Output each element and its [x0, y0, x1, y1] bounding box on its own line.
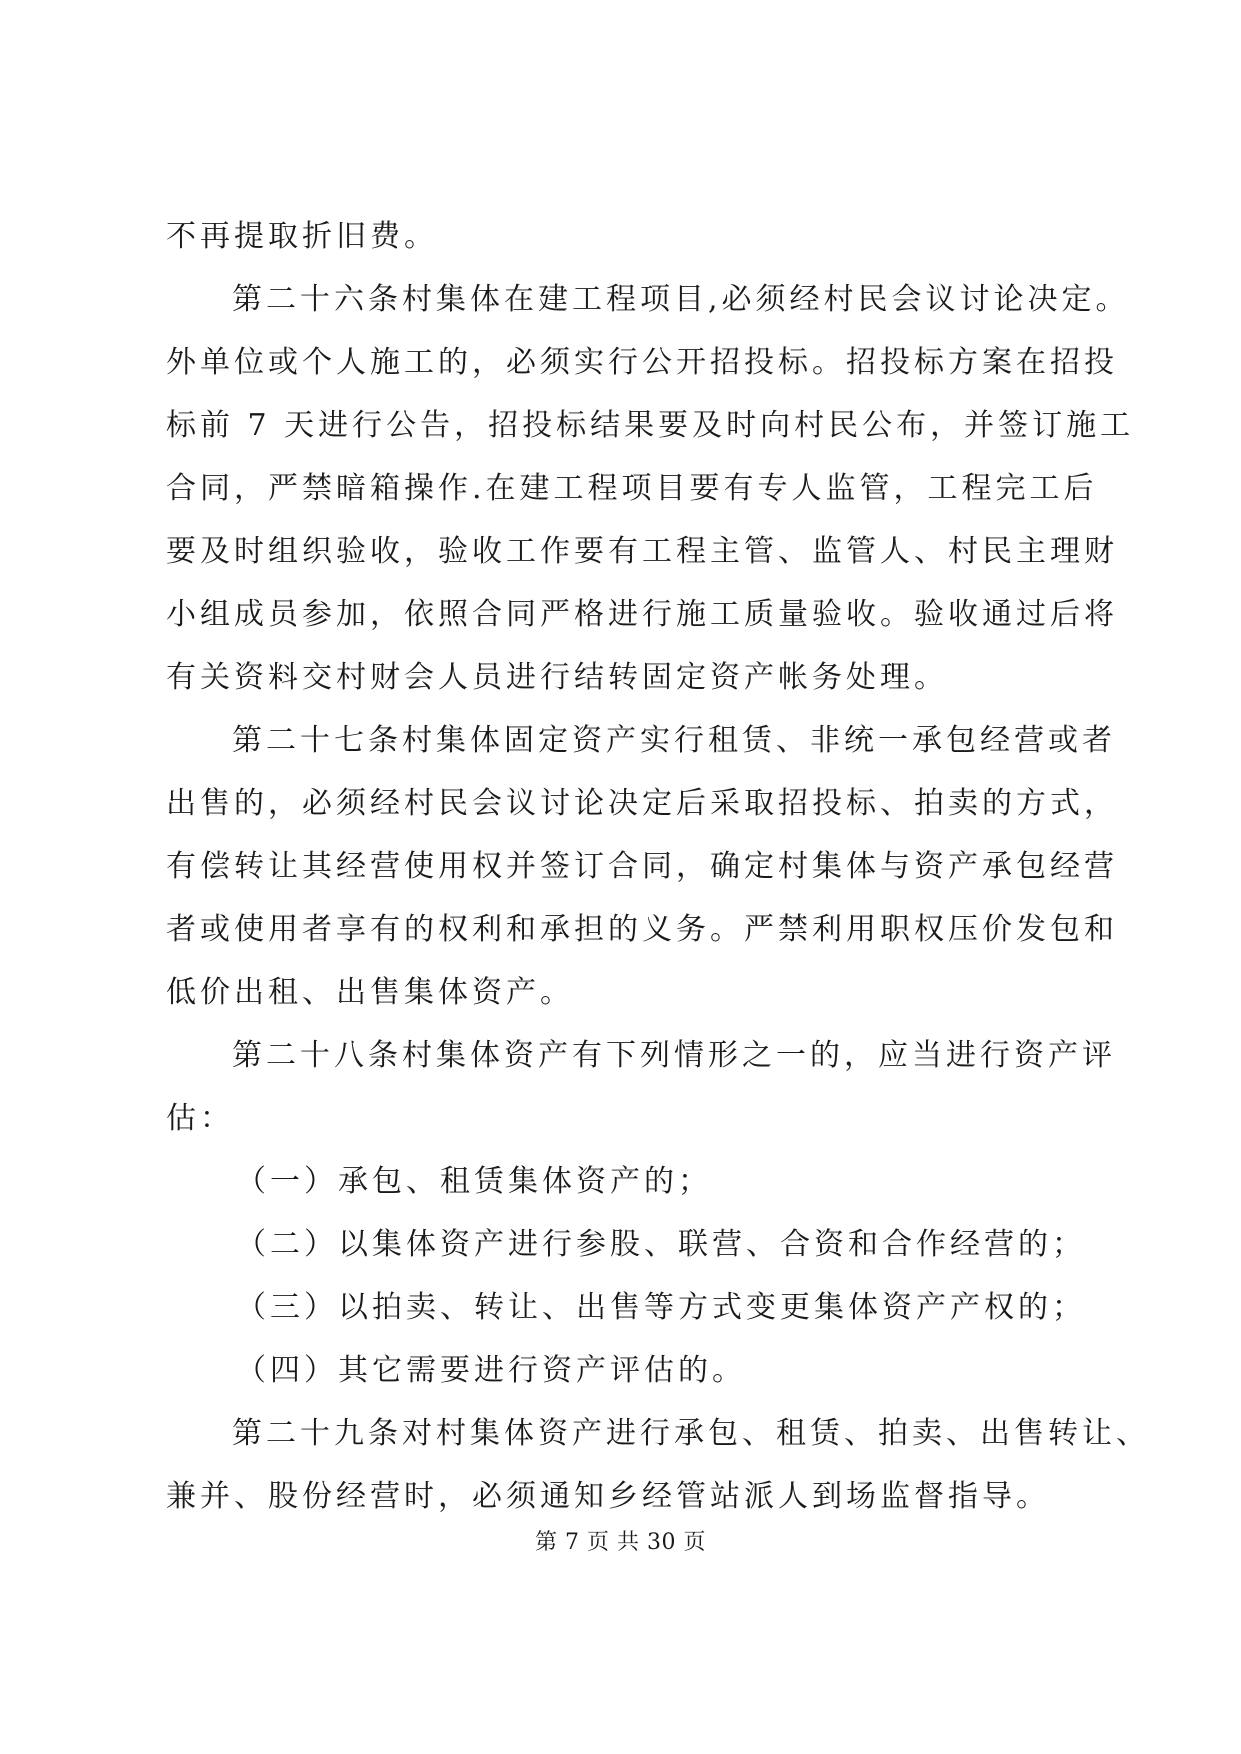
text-line: 有偿转让其经营使用权并签订合同，确定村集体与资产承包经营	[166, 849, 1118, 884]
text-line: 小组成员参加，依照合同严格进行施工质量验收。验收通过后将	[166, 597, 1118, 632]
list-item: （三）以拍卖、转让、出售等方式变更集体资产产权的；	[236, 1290, 1086, 1325]
text-line: 低价出租、出售集体资产。	[166, 975, 574, 1010]
page-footer: 第 7 页 共 30 页	[535, 1530, 706, 1555]
article-27-line: 第二十七条村集体固定资产实行租赁、非统一承包经营或者	[232, 723, 1116, 758]
list-item: （四）其它需要进行资产评估的。	[236, 1353, 746, 1388]
text-line: 外单位或个人施工的，必须实行公开招投标。招投标方案在招投	[166, 345, 1118, 380]
document-body	[166, 205, 1150, 1528]
text-line: 标前 7 天进行公告，招投标结果要及时向村民公布，并签订施工	[166, 408, 1135, 443]
article-28-line: 第二十八条村集体资产有下列情形之一的，应当进行资产评	[232, 1038, 1116, 1073]
list-item: （一）承包、租赁集体资产的；	[236, 1164, 712, 1199]
article-29-line: 第二十九条对村集体资产进行承包、租赁、拍卖、出售转让、	[232, 1416, 1150, 1451]
text-line: 兼并、股份经营时，必须通知乡经管站派人到场监督指导。	[166, 1479, 1050, 1514]
text-line: 估：	[166, 1101, 234, 1136]
text-line: 有关资料交村财会人员进行结转固定资产帐务处理。	[166, 660, 948, 695]
text-line: 不再提取折旧费。	[166, 219, 438, 254]
list-item: （二）以集体资产进行参股、联营、合资和合作经营的；	[236, 1227, 1086, 1262]
article-26-line: 第二十六条村集体在建工程项目,必须经村民会议讨论决定。	[232, 282, 1130, 317]
text-line: 要及时组织验收，验收工作要有工程主管、监管人、村民主理财	[166, 534, 1118, 569]
text-line: 合同，严禁暗箱操作.在建工程项目要有专人监管，工程完工后	[166, 471, 1098, 506]
text-line: 者或使用者享有的权利和承担的义务。严禁利用职权压价发包和	[166, 912, 1118, 947]
text-line: 出售的，必须经村民会议讨论决定后采取招投标、拍卖的方式，	[166, 786, 1118, 821]
